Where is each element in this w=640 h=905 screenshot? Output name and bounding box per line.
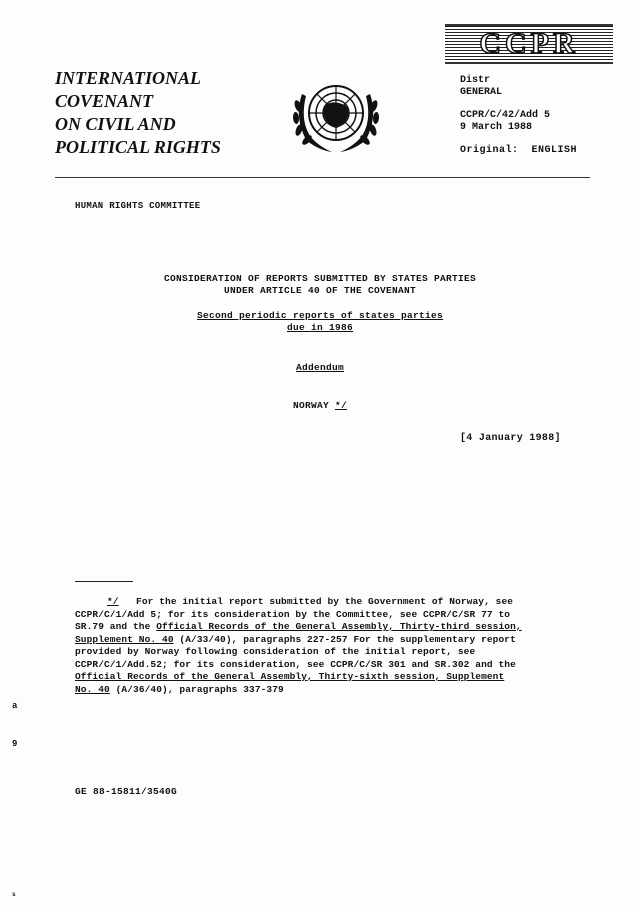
- original-label: Original:: [460, 145, 519, 156]
- footnote-citation: Official Records of the General Assembly, Thirty-sixth session, Supplement: [75, 671, 505, 682]
- footnote-citation: Official Records of the General Assembly, Thirty-third session,: [156, 621, 522, 632]
- footnote-text: For the initial report submitted by the Government of Norway, see: [136, 596, 514, 607]
- footnote-line: [75, 646, 575, 659]
- distribution-value: GENERAL: [460, 86, 503, 98]
- footnote-line: [75, 621, 575, 634]
- addendum-block: [0, 362, 640, 374]
- covenant-title: [55, 67, 221, 159]
- ccpr-banner-text: CCPR: [479, 27, 579, 60]
- document-symbol-block: [460, 75, 577, 157]
- margin-mark: 9: [12, 739, 18, 749]
- footnote-citation: No. 40: [75, 683, 110, 695]
- distribution-label: Distr: [460, 75, 491, 86]
- original-language: ENGLISH: [531, 145, 578, 156]
- committee-name: HUMAN RIGHTS COMMITTEE: [75, 201, 201, 211]
- footnote-line: [75, 634, 575, 647]
- footnote-line: [75, 659, 575, 672]
- document-date: 9 March 1988: [460, 121, 533, 133]
- subheading-line-2: due in 1986: [286, 322, 353, 333]
- subheading: [0, 310, 640, 334]
- date-received: [4 January 1988]: [460, 433, 561, 444]
- job-number: GE 88-15811/3540G: [75, 786, 178, 797]
- ccpr-banner: [445, 24, 613, 64]
- original-language-line: [460, 145, 577, 157]
- un-emblem-icon: [288, 76, 384, 158]
- document-symbol: CCPR/C/42/Add 5: [460, 110, 551, 121]
- footnote-reference: */: [335, 400, 348, 411]
- margin-mark: s: [12, 891, 16, 898]
- footnote-text: CCPR/C/1/Add 5; for its consideration by the Committee, see CCPR/C/SR 77 to: [75, 608, 511, 620]
- footnote-citation: Supplement No. 40: [75, 633, 174, 645]
- covenant-title-line: COVENANT: [55, 91, 154, 111]
- footnote-line: [75, 684, 575, 697]
- footnote-line: [75, 609, 575, 622]
- covenant-title-line: POLITICAL RIGHTS: [55, 137, 221, 157]
- footnote-text: provided by Norway following consideration of the initial report, see: [75, 646, 476, 657]
- footnote: [75, 596, 575, 696]
- covenant-title-line: ON CIVIL AND: [55, 114, 176, 134]
- footnote-text: CCPR/C/1/Add.52; for its consideration, see CCPR/C/SR 301 and SR.302 and the: [75, 658, 516, 670]
- subheading-line-1: Second periodic reports of states parties: [196, 310, 444, 321]
- footnote-text: (A/36/40), paragraphs 337-379: [109, 683, 284, 695]
- footnote-divider: [75, 581, 133, 582]
- main-heading-line-2: UNDER ARTICLE 40 OF THE COVENANT: [223, 285, 417, 296]
- footnote-line: [75, 671, 575, 684]
- country-name: NORWAY: [292, 400, 329, 411]
- footnote-text: (A/33/40), paragraphs 227-257 For the supplementary report: [173, 633, 516, 645]
- covenant-title-line: INTERNATIONAL: [55, 68, 202, 88]
- main-heading-line-1: CONSIDERATION OF REPORTS SUBMITTED BY STATES PARTIES: [163, 273, 477, 284]
- footnote-text: SR.79 and the: [75, 621, 157, 632]
- addendum-label: Addendum: [295, 362, 344, 373]
- footnote-marker: */: [107, 596, 119, 607]
- header-divider: [55, 177, 590, 178]
- footnote-line: [75, 596, 575, 609]
- main-heading: [0, 273, 640, 297]
- margin-mark: a: [12, 701, 18, 711]
- country-block: [0, 400, 640, 412]
